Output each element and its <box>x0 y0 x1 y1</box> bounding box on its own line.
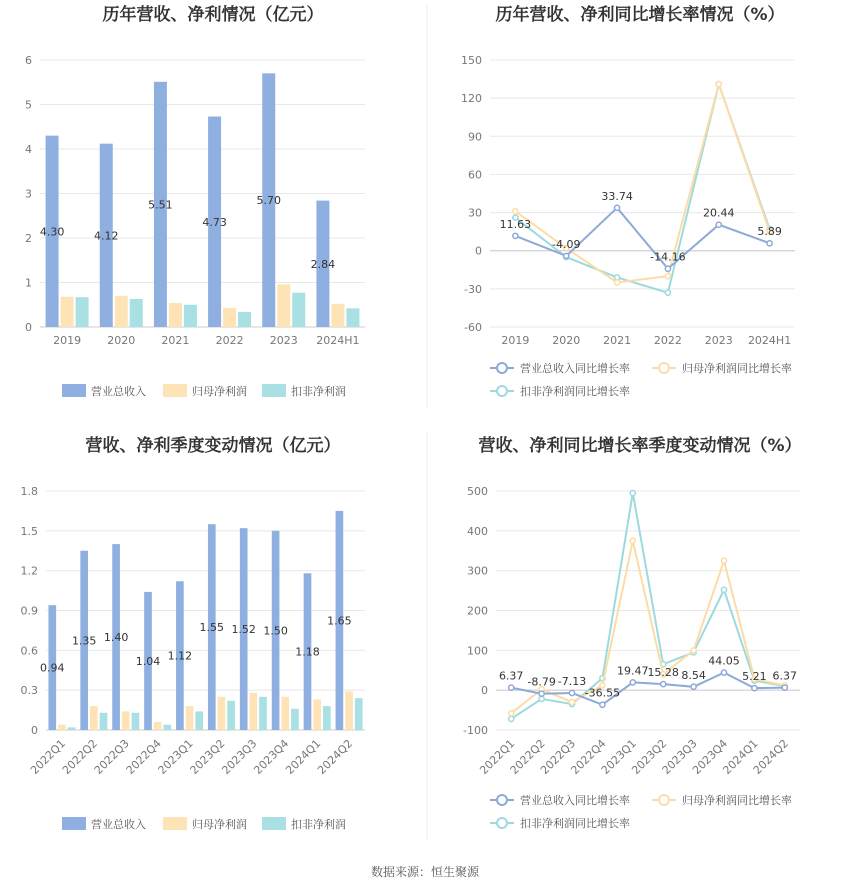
x-tick-label: 2024Q2 <box>750 736 791 777</box>
chart-title: 历年营收、净利同比增长率情况（%） <box>495 5 785 25</box>
series-point <box>767 241 772 246</box>
bar-deducted-profit <box>100 713 108 730</box>
x-tick-label: 2023Q3 <box>659 736 700 777</box>
x-tick-label: 2023Q3 <box>219 736 260 777</box>
x-tick-label: 2024Q1 <box>283 736 324 777</box>
bar-parent-profit <box>90 706 98 730</box>
legend-swatch <box>163 384 187 397</box>
legend-label: 营业总收入 <box>91 818 146 831</box>
bar-data-label: 1.40 <box>103 631 129 645</box>
x-tick-label: 2023Q4 <box>251 736 292 777</box>
legend-label: 营业总收入同比增长率 <box>520 362 630 375</box>
legend-swatch <box>262 817 286 830</box>
y-tick-label: 1.2 <box>20 564 38 578</box>
legend-marker <box>497 386 507 396</box>
bar-data-label: 1.65 <box>327 614 352 628</box>
legend-marker <box>659 795 669 805</box>
x-tick-label: 2020 <box>552 334 581 347</box>
series-point <box>569 690 574 695</box>
line-data-label: 5.21 <box>742 670 767 684</box>
y-tick-label: 4 <box>25 143 32 156</box>
bar-parent-profit <box>331 304 344 327</box>
series-line-deducted-line <box>515 84 769 293</box>
x-tick-label: 2020 <box>107 334 136 347</box>
bar-parent-profit <box>345 691 353 730</box>
series-point <box>509 685 514 690</box>
legend-label: 扣非净利润同比增长率 <box>520 817 630 830</box>
legend-marker <box>497 818 507 828</box>
x-tick-label: 2021 <box>603 334 632 347</box>
y-tick-label: 150 <box>461 54 482 67</box>
bar-deducted-profit <box>195 711 203 730</box>
series-point <box>661 681 666 686</box>
bar-deducted-profit <box>238 312 251 327</box>
chart-title: 营收、净利季度变动情况（亿元） <box>85 436 341 456</box>
series-point <box>752 685 757 690</box>
legend-swatch <box>62 384 86 397</box>
quarterly-revenue-profit-bar-chart <box>21 435 366 831</box>
bar-parent-profit <box>250 693 258 730</box>
x-tick-label: 2022Q2 <box>507 736 548 777</box>
line-data-label: -36.55 <box>584 686 621 700</box>
x-tick-label: 2019 <box>53 334 82 347</box>
chart-title: 历年营收、净利情况（亿元） <box>102 5 324 25</box>
bar-parent-profit <box>169 303 182 327</box>
x-tick-label: 2022Q3 <box>91 736 132 777</box>
legend-marker <box>497 363 507 373</box>
x-tick-label: 2024Q1 <box>720 736 761 777</box>
bar-parent-profit <box>58 725 66 730</box>
series-point <box>614 280 619 285</box>
legend-label: 扣非净利润同比增长率 <box>520 385 630 398</box>
series-point <box>691 648 696 653</box>
y-tick-label: 300 <box>467 564 488 578</box>
bar-data-label: 1.12 <box>167 649 193 663</box>
x-tick-label: 2023 <box>269 334 298 347</box>
x-tick-label: 2023Q2 <box>629 736 670 777</box>
bar-data-label: 4.73 <box>202 215 227 229</box>
x-tick-label: 2022Q1 <box>477 736 518 777</box>
bar-parent-profit <box>61 297 74 327</box>
bar-parent-profit <box>218 697 226 730</box>
x-tick-label: 2022 <box>653 334 682 347</box>
series-point <box>716 82 721 87</box>
bar-parent-profit <box>154 722 162 730</box>
y-tick-label: 120 <box>461 92 482 106</box>
y-tick-label: 2 <box>25 232 32 245</box>
series-point <box>630 680 635 685</box>
line-data-label: 8.54 <box>681 668 706 682</box>
data-source-footer: 数据来源：恒生聚源 <box>370 865 480 879</box>
series-line-parent-line <box>515 84 769 282</box>
bar-deducted-profit <box>68 727 76 730</box>
line-data-label: 6.37 <box>498 669 524 683</box>
y-tick-label: 400 <box>467 524 488 538</box>
y-tick-label: 90 <box>468 130 482 144</box>
bar-data-label: 4.12 <box>94 229 119 243</box>
y-tick-label: 0.6 <box>20 644 38 658</box>
x-tick-label: 2023Q1 <box>598 736 639 777</box>
legend-label: 营业总收入 <box>91 385 146 398</box>
bar-deducted-profit <box>355 698 363 730</box>
series-point <box>513 209 518 214</box>
legend-label: 扣非净利润 <box>291 385 346 398</box>
y-tick-label: 0.3 <box>20 684 38 698</box>
y-tick-label: 60 <box>468 168 482 182</box>
y-tick-label: 0 <box>481 684 488 698</box>
x-tick-label: 2023Q2 <box>187 736 228 777</box>
legend-marker <box>659 363 669 373</box>
series-point <box>614 205 619 210</box>
series-point <box>630 490 635 495</box>
series-point <box>513 233 518 238</box>
bar-data-label: 4.30 <box>39 225 65 239</box>
x-tick-label: 2024Q2 <box>315 736 356 777</box>
series-point <box>509 711 514 716</box>
bar-deducted-profit <box>132 713 140 730</box>
series-point <box>721 587 726 592</box>
series-point <box>630 538 635 543</box>
legend-label: 营业总收入同比增长率 <box>520 794 630 807</box>
line-data-label: 15.28 <box>647 666 679 680</box>
line-data-label: 44.05 <box>708 654 740 668</box>
bar-deducted-profit <box>291 709 299 730</box>
x-tick-label: 2022Q4 <box>568 736 609 777</box>
y-tick-label: -30 <box>464 282 482 296</box>
line-data-label: 20.44 <box>703 206 735 220</box>
bar-deducted-profit <box>184 305 197 327</box>
legend-swatch <box>163 817 187 830</box>
legend-label: 归母净利润同比增长率 <box>682 794 792 807</box>
bar-data-label: 1.52 <box>231 623 256 637</box>
line-data-label: -4.09 <box>552 237 581 251</box>
line-data-label: -14.16 <box>650 250 686 264</box>
x-tick-label: 2023 <box>704 334 733 347</box>
bar-parent-profit <box>122 711 130 730</box>
chart-title: 营收、净利同比增长率季度变动情况（%） <box>478 436 802 456</box>
bar-data-label: 1.50 <box>263 624 288 638</box>
legend-marker <box>497 795 507 805</box>
line-data-label: -8.79 <box>527 675 556 689</box>
y-tick-label: 1.5 <box>20 524 38 538</box>
x-tick-label: 2022Q1 <box>28 736 69 777</box>
bar-parent-profit <box>115 296 128 327</box>
bar-deducted-profit <box>227 701 235 730</box>
y-tick-label: 200 <box>467 604 488 618</box>
series-point <box>665 274 670 279</box>
series-point <box>665 290 670 295</box>
x-tick-label: 2022Q3 <box>538 736 579 777</box>
line-data-label: 19.47 <box>617 664 649 678</box>
series-point <box>600 702 605 707</box>
bar-deducted-profit <box>259 697 267 730</box>
series-point <box>539 691 544 696</box>
y-tick-label: 6 <box>25 54 32 67</box>
line-data-label: -7.13 <box>557 675 587 689</box>
series-point <box>716 222 721 227</box>
x-tick-label: 2022Q4 <box>123 736 164 777</box>
bar-data-label: 1.18 <box>295 645 320 659</box>
y-tick-label: 1 <box>25 276 32 290</box>
series-point <box>782 685 787 690</box>
bar-data-label: 0.94 <box>40 661 65 675</box>
y-tick-label: 30 <box>468 206 482 220</box>
bar-deducted-profit <box>163 725 171 730</box>
bar-deducted-profit <box>346 308 359 327</box>
y-tick-label: 0.9 <box>20 604 38 618</box>
y-tick-label: 3 <box>25 187 32 201</box>
series-point <box>539 696 544 701</box>
bar-parent-profit <box>313 699 321 730</box>
bar-deducted-profit <box>130 299 143 327</box>
bar-parent-profit <box>186 706 194 730</box>
legend-label: 归母净利润 <box>192 818 247 831</box>
legend-label: 归母净利润 <box>192 385 247 398</box>
bar-data-label: 5.70 <box>256 194 281 208</box>
series-point <box>569 700 574 705</box>
bar-parent-profit <box>281 697 289 730</box>
y-tick-label: 500 <box>467 485 488 498</box>
y-tick-label: 100 <box>467 644 488 658</box>
series-point <box>665 266 670 271</box>
y-tick-label: 5 <box>25 98 32 112</box>
x-tick-label: 2024H1 <box>747 334 792 347</box>
bar-data-label: 5.51 <box>148 198 173 212</box>
x-tick-label: 2024H1 <box>316 334 360 347</box>
bar-data-label: 1.35 <box>71 634 97 648</box>
y-tick-label: -100 <box>463 724 488 737</box>
x-tick-label: 2023Q1 <box>155 736 196 777</box>
line-data-label: 33.74 <box>601 189 633 203</box>
legend-label: 归母净利润同比增长率 <box>682 362 792 375</box>
y-tick-label: -60 <box>464 321 482 334</box>
annual-revenue-profit-bar-chart <box>25 4 365 398</box>
bar-parent-profit <box>277 284 290 327</box>
x-tick-label: 2019 <box>501 334 530 347</box>
bar-deducted-profit <box>292 293 305 327</box>
line-data-label: 5.89 <box>757 225 782 239</box>
line-data-label: 6.37 <box>772 669 798 683</box>
y-tick-label: 0 <box>31 724 38 737</box>
y-tick-label: 0 <box>475 244 482 258</box>
legend-swatch <box>62 817 86 830</box>
series-point <box>509 716 514 721</box>
series-point <box>721 670 726 675</box>
legend-swatch <box>262 384 286 397</box>
series-point <box>691 684 696 689</box>
line-data-label: 11.63 <box>499 217 532 231</box>
y-tick-label: 0 <box>25 321 32 334</box>
bar-data-label: 1.55 <box>199 621 225 635</box>
series-point <box>564 253 569 258</box>
y-tick-label: 1.8 <box>20 485 38 498</box>
legend-label: 扣非净利润 <box>291 818 346 831</box>
bar-data-label: 2.84 <box>310 257 336 271</box>
x-tick-label: 2023Q4 <box>690 736 731 777</box>
bar-parent-profit <box>223 308 236 327</box>
x-tick-label: 2021 <box>161 334 190 347</box>
annual-growth-rate-line-chart <box>461 4 795 398</box>
x-tick-label: 2022Q2 <box>59 736 100 777</box>
series-point <box>721 558 726 563</box>
bar-deducted-profit <box>323 706 331 730</box>
quarterly-growth-rate-line-chart <box>463 435 801 830</box>
bar-data-label: 1.04 <box>135 654 161 668</box>
bar-deducted-profit <box>76 297 89 327</box>
x-tick-label: 2022 <box>215 334 244 347</box>
